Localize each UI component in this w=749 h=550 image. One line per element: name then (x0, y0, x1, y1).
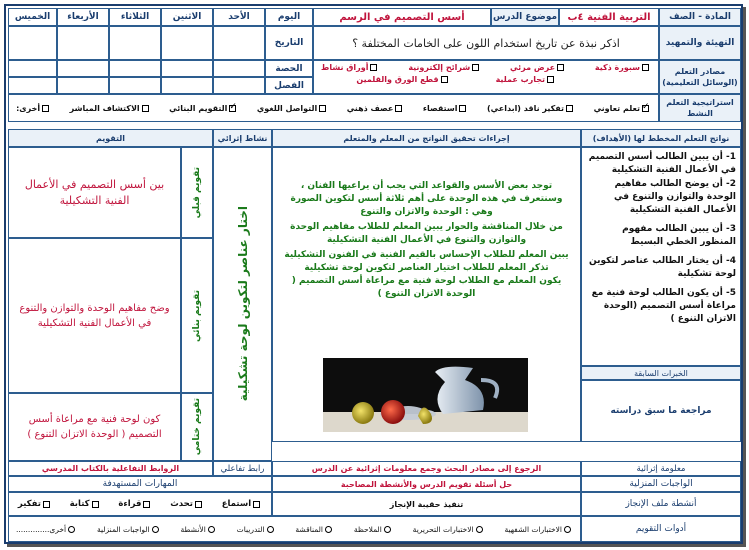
date-sunday-cell[interactable] (213, 26, 265, 60)
procedure-item-3: تذكر المعلم للطلاب اختيار العناصر لتكوين لوحة تشكيلية (304, 263, 549, 273)
sources-options (313, 60, 659, 94)
assessment-option-6[interactable] (97, 525, 161, 534)
eval-text-final (8, 393, 181, 461)
source-label-5: قطع الورق والقلمين (356, 75, 439, 84)
assessment-radio-4[interactable] (267, 526, 274, 533)
eval-type-formative (181, 238, 213, 393)
skill-checkbox-3[interactable] (92, 501, 99, 508)
strategy-label-2: استقصاء (422, 103, 458, 113)
lesson-plan-sheet (4, 4, 743, 544)
activity-header-text: نشاط إثرائي (217, 133, 268, 143)
assessment-label-5: الأنشطة (180, 524, 206, 534)
assessment-radio-0[interactable] (564, 526, 571, 533)
assessment-label (581, 516, 741, 542)
school-books-link-text: الروابط التفاعلية بالكتاب المدرسي (41, 464, 180, 473)
lesson-topic-label-text: موضوع الدرس (492, 12, 558, 22)
procedures-header-text: إجراءات تحقيق النواتج من المعلم والمتعلم (343, 133, 510, 143)
source-option-4[interactable] (496, 75, 556, 84)
eval-text-pre (8, 147, 181, 238)
enrichment-value (272, 461, 581, 476)
period-label (265, 60, 313, 77)
day-monday-text: الاثنين (172, 12, 202, 22)
enrichment-value-text: الرجوع إلى مصادر البحث وجمع معلومات إثرائية عن الدرس (311, 464, 542, 473)
strategy-checkbox-3[interactable] (395, 105, 402, 112)
strategies-label-text: استراتيجية التعلم النشط (666, 98, 734, 118)
skill-option-1[interactable] (170, 499, 204, 509)
homework-value (272, 476, 581, 492)
strategy-checkbox-0[interactable] (642, 105, 649, 112)
strategy-label-4: التواصل اللغوي (256, 103, 318, 113)
subject-grade-label-text: المادة - الصف (669, 12, 731, 22)
period-monday-cell[interactable] (161, 60, 213, 77)
enrichment-label (581, 461, 741, 476)
day-label-text: اليوم (277, 12, 301, 22)
date-monday-cell[interactable] (161, 26, 213, 60)
assessment-radio-2[interactable] (384, 526, 391, 533)
portfolio-label (581, 492, 741, 516)
eval-text-formative (8, 238, 181, 393)
class-tuesday-cell[interactable] (109, 77, 161, 94)
skill-option-4[interactable] (18, 499, 52, 509)
source-label-0: سبورة ذكية (594, 63, 640, 72)
day-sunday-text: الأحد (228, 12, 250, 22)
still-life-image (323, 358, 528, 432)
skill-checkbox-0[interactable] (253, 501, 260, 508)
day-label (265, 8, 313, 26)
homework-label (581, 476, 741, 492)
day-wednesday-text: الأربعاء (67, 12, 99, 22)
date-tuesday-cell[interactable] (109, 26, 161, 60)
eval-text-formative-value: وضح مفاهيم الوحدة والتوازن والتنوع في الأعمال الفنية التشكيلية (19, 302, 170, 329)
assessment-radio-6[interactable] (152, 526, 159, 533)
objective-item-2: 3- أن يبين الطالب مفهوم المنظور الخطي البسيط (622, 224, 736, 247)
assessment-option-7[interactable] (16, 525, 77, 534)
procedure-item-2: يبين المعلم للطلاب الإحساس بالقيم الفنية في الفنون التشكيلية (284, 250, 569, 260)
source-label-3: أوراق نشاط (321, 63, 369, 72)
school-books-link[interactable] (8, 461, 213, 476)
day-sunday (213, 8, 265, 26)
strategy-option-6[interactable] (70, 104, 151, 113)
period-sunday-cell[interactable] (213, 60, 265, 77)
assessment-option-4[interactable] (237, 525, 276, 534)
still-life-illustration (323, 358, 528, 432)
assessment-label-6: الواجبات المنزلية (96, 524, 150, 534)
lesson-topic-value-text: أسس التصميم في الرسم (339, 11, 465, 23)
source-checkbox-3[interactable] (370, 64, 377, 71)
strategy-checkbox-7[interactable] (42, 105, 49, 112)
prior-experience-value (581, 380, 741, 442)
strategies-options (8, 94, 659, 122)
eval-type-final (181, 393, 213, 461)
subject-value-text: التربية الفنية ٤ب (567, 11, 651, 23)
period-thursday-cell[interactable] (8, 60, 57, 77)
strategy-option-4[interactable] (257, 104, 328, 113)
objective-item-4: 5- أن يكون الطالب لوحة فنية مع مراعاة أسس التصميم (الوحدة الاتزان التنوع ) (591, 288, 736, 324)
eval-type-pre (181, 147, 213, 238)
date-thursday-cell[interactable] (8, 26, 57, 60)
day-tuesday-text: الثلاثاء (120, 12, 150, 22)
class-label (265, 77, 313, 94)
assessment-option-5[interactable] (180, 525, 216, 534)
assessment-label-2: الملاحظة (353, 524, 382, 534)
period-wednesday-cell[interactable] (57, 60, 109, 77)
eval-text-pre-value: بين أسس التصميم في الأعمال الفنية التشكيلية (24, 177, 165, 207)
objectives-header (581, 129, 741, 147)
target-skills-label (8, 476, 272, 492)
lesson-topic-value (313, 8, 491, 26)
class-sunday-cell[interactable] (213, 77, 265, 94)
skill-checkbox-1[interactable] (195, 501, 202, 508)
sources-label (659, 60, 741, 94)
assessment-label-3: المناقشة (295, 524, 323, 534)
homework-label-text: الواجبات المنزلية (629, 479, 693, 489)
portfolio-value (272, 492, 581, 516)
skill-label-4: تفكير (17, 499, 41, 509)
evaluation-header (8, 129, 213, 147)
lesson-topic-label (491, 8, 559, 26)
source-checkbox-2[interactable] (472, 64, 479, 71)
prior-experience-label (581, 366, 741, 380)
assessment-option-2[interactable] (354, 525, 393, 534)
intro-label-text: التهيئة والتمهيد (665, 38, 735, 48)
assessment-label-4: التدريبات (236, 524, 265, 534)
strategy-checkbox-1[interactable] (566, 105, 573, 112)
skill-label-3: كتابة (69, 499, 90, 509)
assessment-radio-1[interactable] (476, 526, 483, 533)
class-label-text: الفصل (274, 80, 304, 91)
source-checkbox-4[interactable] (547, 76, 554, 83)
intro-question (313, 26, 659, 60)
strategy-label-7: أخرى: (16, 103, 41, 113)
assessment-option-0[interactable] (504, 525, 573, 534)
activity-text: اختار عناصر لتكوين لوحة تشكيلية (235, 206, 250, 402)
strategy-option-1[interactable] (487, 104, 575, 113)
assessment-label-text: أدوات التقويم (635, 524, 687, 534)
strategy-checkbox-4[interactable] (319, 105, 326, 112)
interactive-link-label-text: رابط تفاعلي (220, 463, 265, 474)
source-checkbox-5[interactable] (441, 76, 448, 83)
strategy-label-6: الاكتشاف المباشر (69, 103, 140, 113)
date-label (265, 26, 313, 60)
skill-checkbox-4[interactable] (43, 501, 50, 508)
activity-panel (213, 147, 272, 461)
source-label-4: تجارب عملية (495, 75, 545, 84)
eval-type-final-text: تقويم ختامي (192, 398, 202, 456)
procedures-header (272, 129, 581, 147)
source-option-0[interactable] (595, 63, 651, 72)
procedure-item-0: توجد بعض الأسس والقواعد التي يجب أن يراعيها الفنان ، وسنتعرف في هذه الوحدة على أهم ثلاثة أسس لتكوين الصورة وهي : الوحدة والاتزان والتنوع (290, 181, 563, 217)
assessment-label-0: الاختبارات الشفهية (504, 524, 562, 534)
source-label-1: عرض مرئي (510, 63, 556, 72)
portfolio-value-text: تنفيذ حقيبة الإنجاز (389, 499, 464, 509)
eval-type-formative-text: تقويم بنائي (192, 289, 202, 342)
strategy-option-5[interactable] (169, 104, 238, 113)
assessment-label-1: الاختبارات التحريرية (412, 524, 474, 534)
source-option-2[interactable] (408, 63, 481, 72)
day-thursday (8, 8, 57, 26)
day-thursday-text: الخميس (14, 12, 51, 22)
day-tuesday (109, 8, 161, 26)
source-checkbox-1[interactable] (557, 64, 564, 71)
strategy-option-2[interactable] (423, 104, 469, 113)
activity-header (213, 129, 272, 147)
strategy-checkbox-2[interactable] (459, 105, 466, 112)
strategy-label-0: تعلم تعاوني (593, 103, 640, 113)
strategy-label-3: عصف ذهني (346, 103, 394, 113)
assessment-option-1[interactable] (413, 525, 485, 534)
class-thursday-cell[interactable] (8, 77, 57, 94)
objective-item-1: 2- أن يوضح الطالب مفاهيم الوحدة والتوازن والتنوع في الأعمال الفنية التشكيلية (613, 179, 736, 215)
assessment-option-3[interactable] (295, 525, 334, 534)
skill-label-0: استماع (221, 499, 252, 509)
strategy-label-5: التقويم البنائي (169, 103, 228, 113)
strategy-option-7[interactable] (16, 104, 51, 113)
source-checkbox-0[interactable] (642, 64, 649, 71)
assessment-radio-7[interactable] (68, 526, 75, 533)
skill-option-2[interactable] (118, 499, 152, 509)
procedure-item-4: يكون المعلم مع الطلاب لوحة فنية مع مراعاة أسس التصميم ( الوحدة الاتزان التنوع ) (291, 276, 562, 299)
intro-label (659, 26, 741, 60)
sources-label-text: مصادر التعلم (الوسائل التعليمية) (662, 67, 738, 87)
strategies-label (659, 94, 741, 122)
assessment-tools-options (8, 516, 581, 542)
evaluation-header-text: التقويم (95, 133, 126, 143)
day-wednesday (57, 8, 109, 26)
objective-item-0: 1- أن يبين الطالب أسس التصميم في الأعمال الفنية التشكيلية (588, 152, 736, 175)
homework-value-text: حل أسئلة تقويم الدرس والأنشطة المصاحبة (340, 479, 513, 489)
procedures-panel (272, 147, 581, 442)
assessment-label-7: أخرى.............. (16, 524, 67, 534)
eval-text-final-value: كون لوحة فنية مع مراعاة أسس التصميم ( الوحدة الاتزان التنوع ) (27, 414, 162, 440)
period-tuesday-cell[interactable] (109, 60, 161, 77)
objectives-header-text: نواتج التعلم المخطط لها (الأهداف) (592, 133, 730, 143)
eval-type-pre-text: تقويم قبلي (192, 166, 202, 219)
intro-question-text: اذكر نبذة عن تاريخ استخدام اللون على الخامات المختلفة ؟ (352, 36, 620, 50)
source-label-2: شرائح إلكترونية (408, 63, 471, 72)
skill-label-2: قراءة (118, 499, 142, 509)
portfolio-label-text: أنشطة ملف الإنجاز (625, 499, 697, 509)
interactive-link-label (213, 461, 272, 476)
class-wednesday-cell[interactable] (57, 77, 109, 94)
strategy-option-3[interactable] (347, 104, 405, 113)
skill-option-0[interactable] (222, 499, 262, 509)
procedure-item-1: من خلال المناقشة والحوار يبين المعلم للطلاب مفاهيم الوحدة والتوازن والتنوع في الأعمال الفنية التشكيلية (290, 222, 563, 245)
day-monday (161, 8, 213, 26)
date-label-text: التاريخ (274, 38, 304, 48)
assessment-radio-3[interactable] (325, 526, 332, 533)
enrichment-label-text: معلومة إثرائية (636, 463, 686, 474)
objectives-list (581, 147, 741, 366)
objective-item-3: 4- أن يختار الطالب عناصر لتكوين لوحة تشكيلية (589, 256, 736, 279)
date-wednesday-cell[interactable] (57, 26, 109, 60)
source-option-1[interactable] (510, 63, 566, 72)
source-option-3[interactable] (321, 63, 379, 72)
subject-grade-label (659, 8, 741, 26)
strategy-checkbox-5[interactable] (229, 105, 236, 112)
skill-checkbox-2[interactable] (143, 501, 150, 508)
strategy-option-0[interactable] (594, 104, 651, 113)
strategy-label-1: تفكير ناقد (ابداعي) (486, 103, 565, 113)
skill-label-1: تحدث (170, 499, 193, 509)
prior-experience-value-text: مراجعة ما سبق دراسته (610, 406, 712, 416)
subject-value (559, 8, 659, 26)
skill-option-3[interactable] (70, 499, 101, 509)
period-label-text: الحصة (275, 63, 303, 74)
prior-experience-label-text: الخبرات السابقة (634, 368, 688, 378)
skills-options (8, 492, 272, 516)
strategy-checkbox-6[interactable] (142, 105, 149, 112)
source-option-5[interactable] (356, 75, 449, 84)
class-monday-cell[interactable] (161, 77, 213, 94)
assessment-radio-5[interactable] (208, 526, 215, 533)
target-skills-label-text: المهارات المستهدفة (102, 479, 178, 489)
